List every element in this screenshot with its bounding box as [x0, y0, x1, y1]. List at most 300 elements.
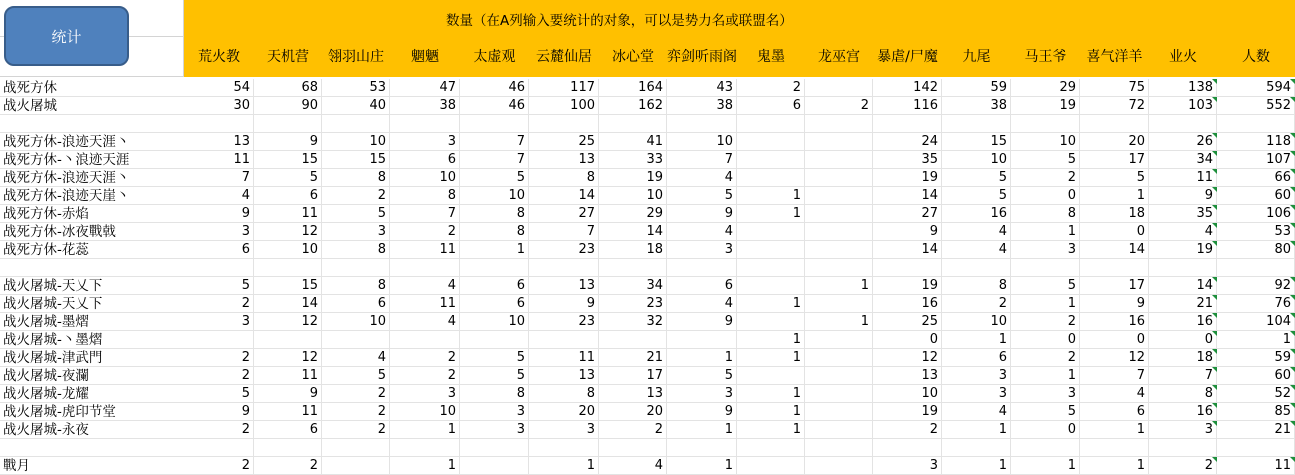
table-cell[interactable]	[737, 367, 805, 385]
table-cell[interactable]: 8	[1149, 385, 1217, 403]
table-cell[interactable]: 18	[1080, 205, 1149, 223]
table-cell[interactable]	[254, 115, 322, 133]
table-cell[interactable]	[805, 367, 873, 385]
table-cell[interactable]	[805, 241, 873, 259]
table-cell[interactable]: 19	[873, 403, 942, 421]
column-header[interactable]: 冰心堂	[612, 49, 654, 65]
table-cell[interactable]: 14	[873, 187, 942, 205]
table-cell[interactable]: 594	[1217, 79, 1295, 97]
table-cell[interactable]: 138	[1149, 79, 1217, 97]
table-cell[interactable]: 20	[599, 403, 667, 421]
table-cell[interactable]: 3	[390, 133, 460, 151]
table-cell[interactable]: 19	[599, 169, 667, 187]
table-cell[interactable]: 38	[942, 97, 1011, 115]
table-cell[interactable]: 13	[873, 367, 942, 385]
table-cell[interactable]: 3	[667, 385, 737, 403]
table-cell[interactable]: 59	[942, 79, 1011, 97]
table-cell[interactable]: 1	[1011, 223, 1080, 241]
table-cell[interactable]: 15	[942, 133, 1011, 151]
table-cell[interactable]	[805, 295, 873, 313]
table-cell[interactable]	[1080, 259, 1149, 277]
table-cell[interactable]: 2	[390, 349, 460, 367]
row-label[interactable]: 战火屠城	[3, 98, 57, 114]
table-cell[interactable]: 107	[1217, 151, 1295, 169]
table-cell[interactable]: 13	[599, 385, 667, 403]
table-cell[interactable]	[1080, 439, 1149, 457]
table-cell[interactable]: 13	[529, 367, 599, 385]
row-label[interactable]: 战死方休-浪迹天涯丶	[3, 134, 130, 150]
table-cell[interactable]: 6	[254, 421, 322, 439]
table-cell[interactable]: 1	[737, 385, 805, 403]
table-cell[interactable]: 8	[529, 385, 599, 403]
table-cell[interactable]	[667, 115, 737, 133]
table-cell[interactable]: 5	[942, 169, 1011, 187]
table-cell[interactable]: 16	[1149, 313, 1217, 331]
table-cell[interactable]: 5	[184, 385, 254, 403]
table-cell[interactable]: 25	[529, 133, 599, 151]
table-cell[interactable]: 2	[322, 421, 390, 439]
table-cell[interactable]: 8	[390, 187, 460, 205]
row-label[interactable]: 战死方休-赤焰	[3, 206, 89, 222]
table-cell[interactable]: 7	[1149, 367, 1217, 385]
table-cell[interactable]	[805, 331, 873, 349]
column-header[interactable]: 暴虐/尸魔	[877, 49, 938, 65]
table-cell[interactable]: 15	[322, 151, 390, 169]
table-cell[interactable]: 1	[667, 421, 737, 439]
table-cell[interactable]: 19	[873, 169, 942, 187]
table-cell[interactable]: 19	[1011, 97, 1080, 115]
table-cell[interactable]: 33	[599, 151, 667, 169]
table-cell[interactable]	[322, 439, 390, 457]
table-cell[interactable]	[460, 115, 529, 133]
table-cell[interactable]: 10	[460, 313, 529, 331]
table-cell[interactable]: 23	[529, 313, 599, 331]
table-cell[interactable]: 8	[529, 169, 599, 187]
table-cell[interactable]: 2	[184, 295, 254, 313]
table-cell[interactable]: 1	[737, 403, 805, 421]
table-cell[interactable]	[942, 115, 1011, 133]
row-label[interactable]: 战死方休-花蕊	[3, 242, 89, 258]
table-cell[interactable]	[1080, 115, 1149, 133]
table-cell[interactable]: 4	[599, 457, 667, 475]
table-cell[interactable]: 10	[942, 151, 1011, 169]
table-cell[interactable]: 2	[873, 421, 942, 439]
table-cell[interactable]: 2	[184, 349, 254, 367]
column-header[interactable]: 弈剑听雨阁	[667, 49, 737, 65]
table-cell[interactable]: 3	[460, 421, 529, 439]
table-cell[interactable]	[529, 115, 599, 133]
table-cell[interactable]	[805, 115, 873, 133]
table-cell[interactable]: 20	[1080, 133, 1149, 151]
table-cell[interactable]	[390, 115, 460, 133]
table-cell[interactable]: 3	[942, 367, 1011, 385]
table-cell[interactable]: 40	[322, 97, 390, 115]
table-cell[interactable]: 7	[1080, 367, 1149, 385]
table-cell[interactable]	[737, 241, 805, 259]
table-cell[interactable]: 11	[1149, 169, 1217, 187]
table-cell[interactable]	[184, 439, 254, 457]
table-cell[interactable]	[1217, 259, 1295, 277]
table-cell[interactable]: 29	[599, 205, 667, 223]
table-cell[interactable]: 38	[667, 97, 737, 115]
table-cell[interactable]: 9	[667, 403, 737, 421]
table-cell[interactable]: 75	[1080, 79, 1149, 97]
table-cell[interactable]: 8	[322, 277, 390, 295]
table-cell[interactable]	[737, 313, 805, 331]
table-cell[interactable]: 8	[460, 223, 529, 241]
table-cell[interactable]: 3	[942, 385, 1011, 403]
table-cell[interactable]: 13	[529, 277, 599, 295]
table-cell[interactable]: 10	[942, 313, 1011, 331]
table-cell[interactable]: 19	[1149, 241, 1217, 259]
table-cell[interactable]: 29	[1011, 79, 1080, 97]
table-cell[interactable]: 80	[1217, 241, 1295, 259]
table-cell[interactable]: 9	[254, 385, 322, 403]
table-cell[interactable]: 14	[873, 241, 942, 259]
table-cell[interactable]	[873, 259, 942, 277]
table-cell[interactable]: 2	[184, 457, 254, 475]
table-cell[interactable]: 10	[322, 133, 390, 151]
table-cell[interactable]: 5	[460, 349, 529, 367]
table-cell[interactable]: 1	[737, 331, 805, 349]
table-cell[interactable]: 1	[737, 349, 805, 367]
table-cell[interactable]: 35	[1149, 205, 1217, 223]
table-cell[interactable]: 92	[1217, 277, 1295, 295]
table-cell[interactable]	[460, 457, 529, 475]
table-cell[interactable]: 4	[322, 349, 390, 367]
table-cell[interactable]: 90	[254, 97, 322, 115]
table-cell[interactable]: 2	[1011, 349, 1080, 367]
table-cell[interactable]: 11	[529, 349, 599, 367]
table-cell[interactable]	[1149, 259, 1217, 277]
table-cell[interactable]: 9	[1080, 295, 1149, 313]
table-cell[interactable]: 5	[942, 187, 1011, 205]
table-cell[interactable]: 35	[873, 151, 942, 169]
row-label[interactable]: 战火屠城-墨熠	[3, 314, 89, 330]
table-cell[interactable]: 4	[942, 223, 1011, 241]
table-cell[interactable]: 54	[184, 79, 254, 97]
row-label[interactable]: 战火屠城-天乂下	[3, 278, 103, 294]
table-cell[interactable]: 8	[460, 205, 529, 223]
column-header[interactable]: 云麓仙居	[536, 49, 592, 65]
table-cell[interactable]: 1	[1011, 457, 1080, 475]
table-cell[interactable]: 24	[873, 133, 942, 151]
table-cell[interactable]: 1	[737, 295, 805, 313]
table-cell[interactable]: 5	[1011, 403, 1080, 421]
table-cell[interactable]: 43	[667, 79, 737, 97]
table-cell[interactable]: 1	[1080, 187, 1149, 205]
table-cell[interactable]: 23	[599, 295, 667, 313]
table-cell[interactable]: 47	[390, 79, 460, 97]
table-cell[interactable]: 2	[254, 457, 322, 475]
table-cell[interactable]: 30	[184, 97, 254, 115]
table-cell[interactable]: 2	[805, 97, 873, 115]
table-cell[interactable]: 2	[322, 187, 390, 205]
table-cell[interactable]: 1	[1011, 295, 1080, 313]
table-cell[interactable]: 4	[1080, 385, 1149, 403]
column-header[interactable]: 魍魉	[411, 49, 439, 65]
table-cell[interactable]: 5	[1011, 277, 1080, 295]
table-cell[interactable]: 66	[1217, 169, 1295, 187]
table-cell[interactable]: 10	[390, 403, 460, 421]
table-cell[interactable]: 4	[390, 277, 460, 295]
column-header[interactable]: 龙巫宫	[818, 49, 860, 65]
table-cell[interactable]: 76	[1217, 295, 1295, 313]
table-cell[interactable]: 59	[1217, 349, 1295, 367]
table-cell[interactable]	[805, 187, 873, 205]
table-cell[interactable]: 12	[254, 223, 322, 241]
table-cell[interactable]	[942, 439, 1011, 457]
table-cell[interactable]	[805, 349, 873, 367]
table-cell[interactable]: 23	[529, 241, 599, 259]
table-cell[interactable]	[737, 115, 805, 133]
table-cell[interactable]: 4	[667, 223, 737, 241]
table-cell[interactable]: 0	[1080, 331, 1149, 349]
table-cell[interactable]: 11	[254, 205, 322, 223]
row-label[interactable]: 战火屠城-龙耀	[3, 386, 89, 402]
table-cell[interactable]: 9	[184, 403, 254, 421]
table-cell[interactable]	[873, 115, 942, 133]
table-cell[interactable]: 4	[1149, 223, 1217, 241]
table-cell[interactable]: 6	[737, 97, 805, 115]
table-cell[interactable]: 4	[942, 241, 1011, 259]
table-cell[interactable]: 0	[1080, 223, 1149, 241]
table-cell[interactable]: 1	[737, 421, 805, 439]
table-cell[interactable]	[737, 133, 805, 151]
table-cell[interactable]: 1	[1011, 367, 1080, 385]
table-cell[interactable]: 5	[460, 367, 529, 385]
table-cell[interactable]	[805, 385, 873, 403]
table-cell[interactable]	[805, 205, 873, 223]
table-cell[interactable]: 11	[184, 151, 254, 169]
table-cell[interactable]: 6	[460, 295, 529, 313]
table-cell[interactable]: 11	[390, 295, 460, 313]
table-cell[interactable]: 13	[184, 133, 254, 151]
table-cell[interactable]: 4	[667, 169, 737, 187]
table-cell[interactable]: 11	[1217, 457, 1295, 475]
table-cell[interactable]: 5	[254, 169, 322, 187]
table-cell[interactable]	[460, 259, 529, 277]
table-cell[interactable]: 12	[1080, 349, 1149, 367]
table-cell[interactable]	[805, 169, 873, 187]
table-cell[interactable]: 12	[873, 349, 942, 367]
table-cell[interactable]: 7	[667, 151, 737, 169]
row-label[interactable]: 战火屠城-天乂下	[3, 296, 103, 312]
table-cell[interactable]: 2	[322, 403, 390, 421]
table-cell[interactable]: 1	[390, 421, 460, 439]
table-cell[interactable]: 5	[184, 277, 254, 295]
column-header[interactable]: 业火	[1169, 49, 1197, 65]
table-cell[interactable]: 1	[667, 349, 737, 367]
table-cell[interactable]: 1	[737, 205, 805, 223]
table-cell[interactable]	[390, 439, 460, 457]
table-cell[interactable]: 6	[460, 277, 529, 295]
table-cell[interactable]: 1	[529, 457, 599, 475]
table-cell[interactable]: 0	[1011, 187, 1080, 205]
table-cell[interactable]: 9	[1149, 187, 1217, 205]
table-cell[interactable]: 9	[529, 295, 599, 313]
table-cell[interactable]: 5	[667, 187, 737, 205]
table-cell[interactable]	[390, 331, 460, 349]
table-cell[interactable]: 2	[1149, 457, 1217, 475]
table-cell[interactable]: 117	[529, 79, 599, 97]
table-cell[interactable]: 552	[1217, 97, 1295, 115]
table-cell[interactable]: 0	[873, 331, 942, 349]
table-cell[interactable]: 10	[873, 385, 942, 403]
table-cell[interactable]: 1	[390, 457, 460, 475]
table-cell[interactable]: 9	[667, 313, 737, 331]
table-cell[interactable]: 21	[599, 349, 667, 367]
table-cell[interactable]: 85	[1217, 403, 1295, 421]
table-cell[interactable]: 46	[460, 97, 529, 115]
table-cell[interactable]: 1	[1217, 331, 1295, 349]
table-cell[interactable]	[529, 259, 599, 277]
row-label[interactable]: 战火屠城-丶墨熠	[3, 332, 103, 348]
table-cell[interactable]: 20	[529, 403, 599, 421]
table-cell[interactable]	[667, 439, 737, 457]
table-cell[interactable]	[805, 223, 873, 241]
table-cell[interactable]	[737, 169, 805, 187]
table-cell[interactable]: 13	[529, 151, 599, 169]
table-cell[interactable]	[1149, 115, 1217, 133]
table-cell[interactable]: 8	[942, 277, 1011, 295]
table-cell[interactable]: 3	[1011, 385, 1080, 403]
table-cell[interactable]: 11	[254, 403, 322, 421]
column-header[interactable]: 喜气洋羊	[1086, 49, 1143, 65]
table-cell[interactable]: 15	[254, 277, 322, 295]
row-label[interactable]: 战火屠城-永夜	[3, 422, 89, 438]
table-cell[interactable]	[599, 115, 667, 133]
table-cell[interactable]: 7	[529, 223, 599, 241]
table-cell[interactable]	[805, 457, 873, 475]
table-cell[interactable]	[737, 439, 805, 457]
table-cell[interactable]: 0	[1011, 331, 1080, 349]
column-header[interactable]: 荒火教	[198, 49, 240, 65]
row-label[interactable]: 战死方休-冰夜戰戟	[3, 224, 116, 240]
table-cell[interactable]: 12	[254, 349, 322, 367]
table-cell[interactable]	[254, 259, 322, 277]
table-cell[interactable]	[737, 151, 805, 169]
table-cell[interactable]: 32	[599, 313, 667, 331]
table-cell[interactable]: 21	[1217, 421, 1295, 439]
table-cell[interactable]: 46	[460, 79, 529, 97]
table-cell[interactable]: 12	[254, 313, 322, 331]
table-cell[interactable]: 38	[390, 97, 460, 115]
table-cell[interactable]: 17	[599, 367, 667, 385]
table-cell[interactable]: 7	[460, 133, 529, 151]
table-cell[interactable]: 118	[1217, 133, 1295, 151]
table-cell[interactable]	[805, 439, 873, 457]
table-cell[interactable]	[737, 277, 805, 295]
table-cell[interactable]	[529, 331, 599, 349]
table-cell[interactable]: 11	[390, 241, 460, 259]
table-cell[interactable]	[322, 457, 390, 475]
column-header[interactable]: 翎羽山庄	[328, 49, 384, 65]
table-cell[interactable]: 104	[1217, 313, 1295, 331]
table-cell[interactable]: 3	[184, 223, 254, 241]
table-cell[interactable]: 26	[1149, 133, 1217, 151]
table-cell[interactable]: 2	[184, 367, 254, 385]
table-cell[interactable]: 4	[390, 313, 460, 331]
table-cell[interactable]	[322, 259, 390, 277]
table-cell[interactable]: 6	[390, 151, 460, 169]
table-cell[interactable]	[667, 331, 737, 349]
table-cell[interactable]	[942, 259, 1011, 277]
table-cell[interactable]	[1011, 259, 1080, 277]
table-cell[interactable]: 4	[942, 403, 1011, 421]
table-cell[interactable]: 10	[322, 313, 390, 331]
table-cell[interactable]: 7	[460, 151, 529, 169]
table-cell[interactable]: 3	[529, 421, 599, 439]
row-label[interactable]: 战死方休	[3, 80, 57, 96]
table-cell[interactable]: 0	[1149, 331, 1217, 349]
table-cell[interactable]	[737, 259, 805, 277]
table-cell[interactable]: 60	[1217, 187, 1295, 205]
table-cell[interactable]: 53	[322, 79, 390, 97]
row-label[interactable]: 戰月	[3, 458, 30, 474]
table-cell[interactable]: 6	[254, 187, 322, 205]
row-label[interactable]: 战火屠城-虎印节堂	[3, 404, 116, 420]
table-cell[interactable]: 10	[460, 187, 529, 205]
table-cell[interactable]: 8	[460, 385, 529, 403]
table-cell[interactable]	[805, 79, 873, 97]
table-cell[interactable]: 2	[322, 385, 390, 403]
table-cell[interactable]	[184, 115, 254, 133]
table-cell[interactable]: 9	[254, 133, 322, 151]
table-cell[interactable]: 60	[1217, 367, 1295, 385]
stats-button[interactable]: 统计	[4, 6, 129, 66]
table-cell[interactable]	[460, 439, 529, 457]
table-cell[interactable]: 2	[1011, 169, 1080, 187]
table-cell[interactable]: 2	[184, 421, 254, 439]
row-label[interactable]: 战死方休-浪迹天崖丶	[3, 188, 130, 204]
table-cell[interactable]: 164	[599, 79, 667, 97]
table-cell[interactable]	[254, 439, 322, 457]
table-cell[interactable]	[322, 115, 390, 133]
table-cell[interactable]: 16	[873, 295, 942, 313]
table-cell[interactable]	[805, 151, 873, 169]
table-cell[interactable]	[805, 259, 873, 277]
table-cell[interactable]: 9	[667, 205, 737, 223]
table-cell[interactable]: 3	[184, 313, 254, 331]
table-cell[interactable]	[805, 133, 873, 151]
table-cell[interactable]	[254, 331, 322, 349]
table-cell[interactable]: 5	[1080, 169, 1149, 187]
table-cell[interactable]	[460, 331, 529, 349]
table-cell[interactable]: 2	[599, 421, 667, 439]
table-cell[interactable]: 2	[737, 79, 805, 97]
table-cell[interactable]: 53	[1217, 223, 1295, 241]
table-cell[interactable]: 15	[254, 151, 322, 169]
table-cell[interactable]: 3	[460, 403, 529, 421]
table-cell[interactable]: 14	[254, 295, 322, 313]
table-cell[interactable]: 6	[667, 277, 737, 295]
table-cell[interactable]: 14	[599, 223, 667, 241]
table-cell[interactable]	[599, 331, 667, 349]
table-cell[interactable]: 72	[1080, 97, 1149, 115]
table-cell[interactable]	[1217, 115, 1295, 133]
table-cell[interactable]: 18	[599, 241, 667, 259]
table-cell[interactable]: 2	[942, 295, 1011, 313]
table-cell[interactable]: 103	[1149, 97, 1217, 115]
table-cell[interactable]: 1	[667, 457, 737, 475]
table-cell[interactable]: 16	[942, 205, 1011, 223]
table-cell[interactable]: 3	[390, 385, 460, 403]
column-header[interactable]: 人数	[1242, 49, 1270, 65]
row-label[interactable]: 战死方休-丶浪迹天涯	[3, 152, 130, 168]
table-cell[interactable]	[529, 439, 599, 457]
table-cell[interactable]: 19	[873, 277, 942, 295]
